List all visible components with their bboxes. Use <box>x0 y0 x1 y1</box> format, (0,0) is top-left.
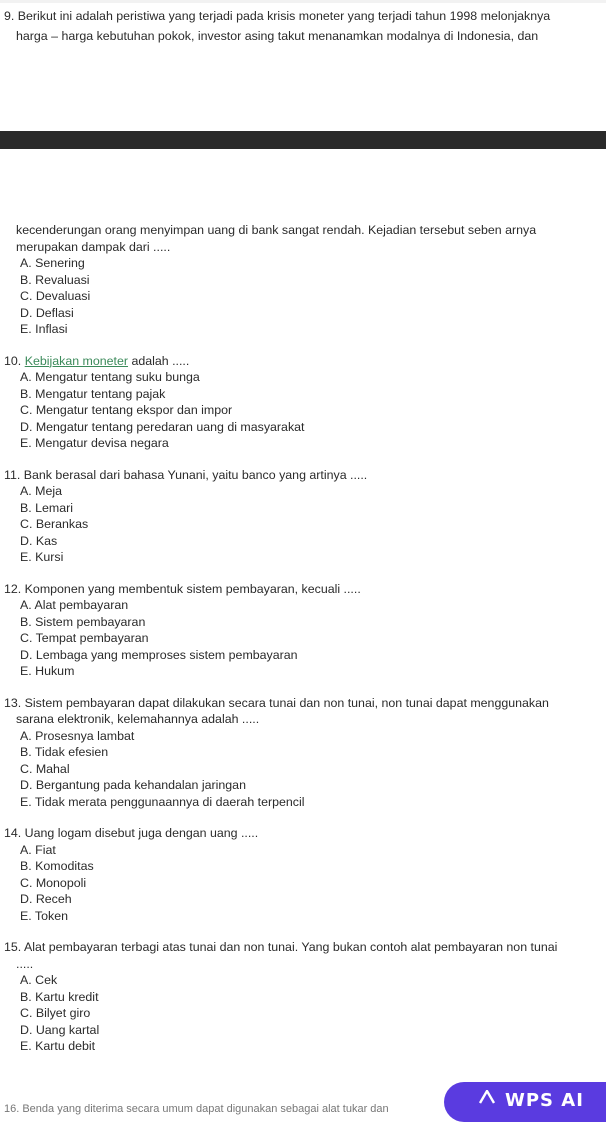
q10-stem <box>4 353 606 370</box>
question-13 <box>0 695 606 811</box>
q9-option-c: C. Devaluasi <box>20 289 91 303</box>
question-12 <box>0 581 606 680</box>
q11-stem: 11. Bank berasal dari bahasa Yunani, yaitu banco yang artinya ..... <box>4 467 368 482</box>
q15-stem-line2: ..... <box>16 956 34 971</box>
q9-option-e: E. Inflasi <box>20 322 68 336</box>
q9-option-a: A. Senering <box>20 256 85 270</box>
q9-line4: merupakan dampak dari ..... <box>16 239 171 254</box>
q10-option-c: C. Mengatur tentang ekspor dan impor <box>20 403 233 417</box>
q10-option-d: D. Mengatur tentang peredaran uang di masyarakat <box>20 419 305 434</box>
q10-option-e: E. Mengatur devisa negara <box>20 436 169 450</box>
q10-rest: adalah ..... <box>128 353 190 368</box>
q14-option-a: A. Fiat <box>20 842 56 857</box>
q15-option-d: D. Uang kartal <box>20 1022 100 1037</box>
q9-line3: kecenderungan orang menyimpan uang di bank sangat rendah. Kejadian tersebut seben arnya <box>16 223 537 237</box>
q14-option-b: B. Komoditas <box>20 859 94 873</box>
q10-number: 10. <box>4 353 22 368</box>
q12-stem: 12. Komponen yang membentuk sistem pembayaran, kecuali ..... <box>4 581 361 596</box>
questions-content <box>0 222 606 1055</box>
q14-option-c: C. Monopoli <box>20 875 87 890</box>
question-11 <box>0 467 606 566</box>
q13-option-b: B. Tidak efesien <box>20 745 109 759</box>
top-edge <box>0 0 606 3</box>
page-divider-bar <box>0 131 606 149</box>
q12-option-b: B. Sistem pembayaran <box>20 614 146 629</box>
q14-stem: 14. Uang logam disebut juga dengan uang ..... <box>4 826 259 840</box>
q13-option-e: E. Tidak merata penggunaannya di daerah terpencil <box>20 794 305 809</box>
q12-option-d: D. Lembaga yang memproses sistem pembayaran <box>20 647 298 662</box>
q15-option-b: B. Kartu kredit <box>20 989 99 1004</box>
q15-stem-line1: 15. Alat pembayaran terbagi atas tunai dan non tunai. Yang bukan contoh alat pembayaran non tunai <box>4 940 558 954</box>
question-14 <box>0 825 606 924</box>
q11-option-e: E. Kursi <box>20 550 64 564</box>
q11-option-a: A. Meja <box>20 484 63 498</box>
q13-stem-line2: sarana elektronik, kelemahannya adalah ..... <box>16 712 260 726</box>
question-15 <box>0 939 606 1055</box>
question-9-intro <box>4 8 602 44</box>
q15-option-e: E. Kartu debit <box>20 1039 96 1053</box>
q11-option-b: B. Lemari <box>20 500 74 515</box>
q10-option-b: B. Mengatur tentang pajak <box>20 386 166 401</box>
q13-stem-line1: 13. Sistem pembayaran dapat dilakukan secara tunai dan non tunai, non tunai dapat menggunakan <box>4 695 549 710</box>
q9-option-b: B. Revaluasi <box>20 272 90 287</box>
q14-option-e: E. Token <box>20 908 68 923</box>
q13-option-a: A. Prosesnya lambat <box>20 728 135 743</box>
q12-option-c: C. Tempat pembayaran <box>20 631 149 645</box>
q11-option-c: C. Berankas <box>20 517 89 531</box>
q12-option-e: E. Hukum <box>20 664 75 678</box>
question-16-cut-off: 16. Benda yang diterima secara umum dapat digunakan sebagai alat tukar dan <box>4 1103 389 1115</box>
q9-option-d: D. Deflasi <box>20 305 74 320</box>
q13-option-c: C. Mahal <box>20 761 70 776</box>
q9-line2: harga – harga kebutuhan pokok, investor asing takut menanamkan modalnya di Indonesia, dan <box>16 28 539 43</box>
question-10 <box>0 353 606 452</box>
question-9 <box>0 222 606 338</box>
wps-ai-logo-icon <box>478 1090 496 1104</box>
wps-ai-label[interactable]: WPS AI <box>505 1090 584 1111</box>
q10-link[interactable]: Kebijakan moneter <box>24 353 129 368</box>
q13-option-d: D. Bergantung pada kehandalan jaringan <box>20 778 246 792</box>
q14-option-d: D. Receh <box>20 892 72 906</box>
q9-line1: 9. Berikut ini adalah peristiwa yang terjadi pada krisis moneter yang terjadi tahun 1998 melonjaknya <box>4 9 551 23</box>
q11-option-d: D. Kas <box>20 533 58 548</box>
q15-option-c: C. Bilyet giro <box>20 1006 91 1020</box>
q15-option-a: A. Cek <box>20 973 58 987</box>
q12-option-a: A. Alat pembayaran <box>20 598 129 612</box>
q10-option-a: A. Mengatur tentang suku bunga <box>20 370 200 384</box>
